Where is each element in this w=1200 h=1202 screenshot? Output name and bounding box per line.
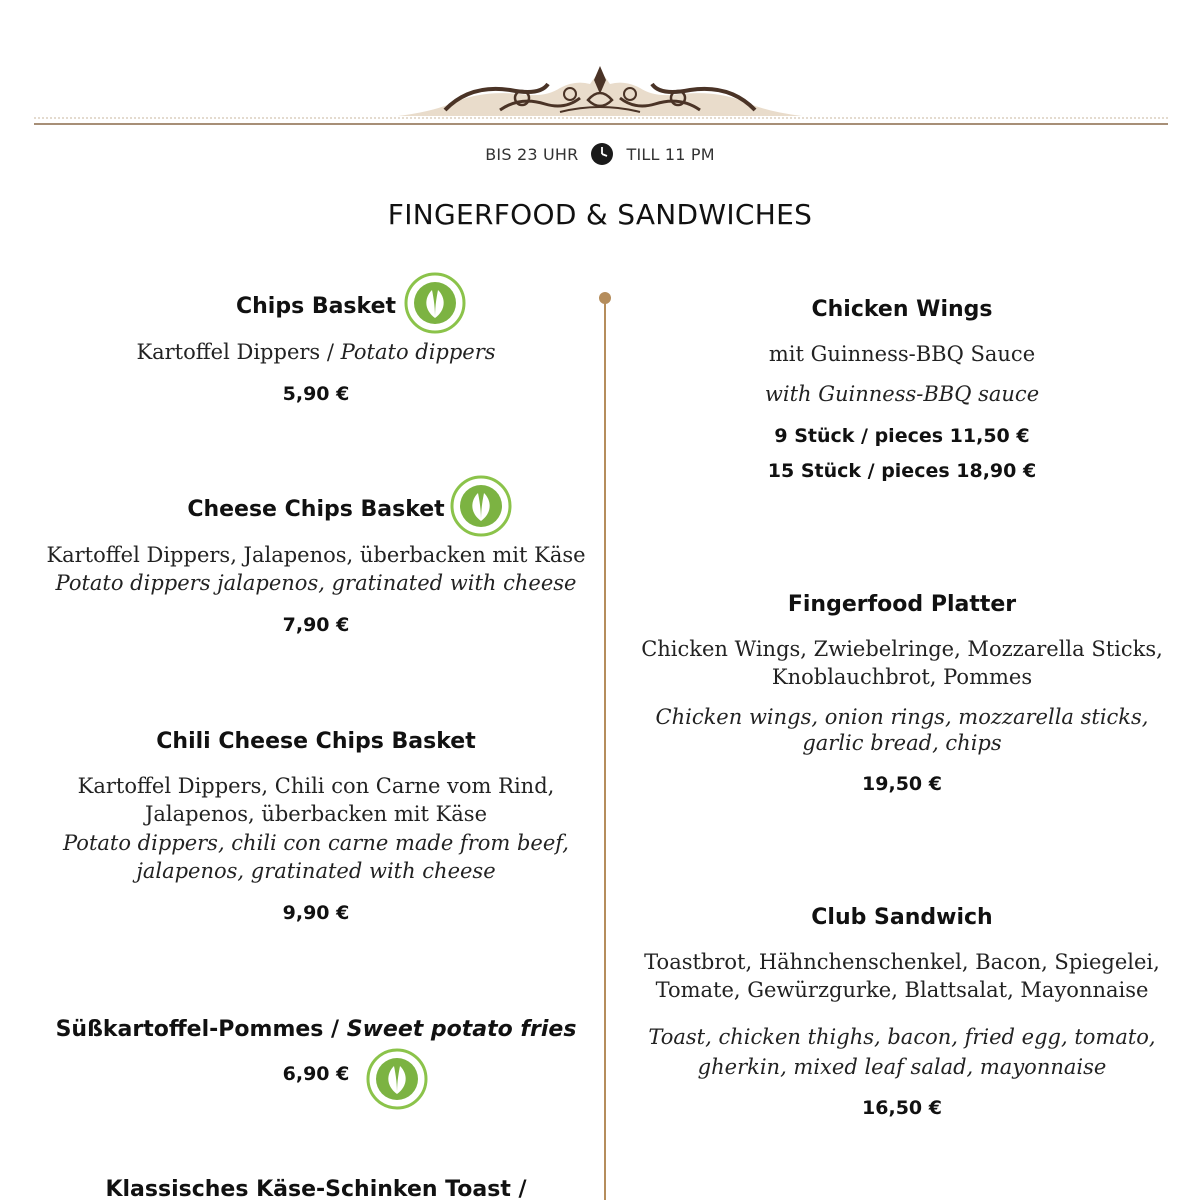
hours-english: TILL 11 PM bbox=[626, 144, 715, 164]
item-price: 6,90 € bbox=[282, 1063, 350, 1085]
item-description-de-line2: Knoblauchbrot, Pommes bbox=[771, 665, 1033, 689]
vegetarian-badge-icon bbox=[366, 1048, 428, 1110]
item-description-en: with Guinness-BBQ sauce bbox=[764, 382, 1040, 406]
item-price: 5,90 € bbox=[282, 383, 350, 405]
item-description-en: Potato dippers jalapenos, gratinated with cheese bbox=[55, 571, 577, 595]
item-name: Klassisches Käse-Schinken Toast / bbox=[105, 1177, 527, 1202]
item-description-de-line1: Chicken Wings, Zwiebelringe, Mozzarella Sticks, bbox=[641, 637, 1163, 661]
menu-column-left bbox=[20, 0, 612, 1200]
item-price-small: 9 Stück / pieces 11,50 € bbox=[774, 425, 1030, 447]
item-description-en-line1: Toast, chicken thighs, bacon, fried egg, tomato, bbox=[648, 1025, 1156, 1049]
item-description-de: mit Guinness-BBQ Sauce bbox=[768, 342, 1036, 366]
item-description-en-line1: Potato dippers, chili con carne made from beef, bbox=[63, 831, 569, 855]
item-name: Fingerfood Platter bbox=[787, 592, 1017, 617]
item-name: Cheese Chips Basket bbox=[187, 497, 445, 522]
item-price: 16,50 € bbox=[862, 1097, 942, 1119]
item-description-en-line2: jalapenos, gratinated with cheese bbox=[136, 859, 496, 883]
item-name: Chicken Wings bbox=[811, 297, 993, 322]
item-description-en-line1: Chicken wings, onion rings, mozzarella sticks, bbox=[655, 705, 1149, 729]
item-name: Chili Cheese Chips Basket bbox=[156, 729, 476, 754]
menu-column-right bbox=[604, 0, 1200, 1200]
item-price: 19,50 € bbox=[862, 773, 942, 795]
hours-german: BIS 23 UHR bbox=[485, 144, 579, 164]
item-description-de-line1: Kartoffel Dippers, Chili con Carne vom Rind, bbox=[77, 774, 555, 798]
item-description-de-line2: Jalapenos, überbacken mit Käse bbox=[144, 802, 487, 826]
item-description-de: Kartoffel Dippers, Jalapenos, überbacken mit Käse bbox=[46, 543, 586, 567]
item-name: Chips Basket bbox=[235, 294, 397, 319]
item-description: Kartoffel Dippers / Potato dippers bbox=[136, 340, 496, 364]
section-title: FINGERFOOD & SANDWICHES bbox=[387, 198, 813, 231]
item-description-en-line2: gherkin, mixed leaf salad, mayonnaise bbox=[697, 1055, 1107, 1079]
item-description-de-line1: Toastbrot, Hähnchenschenkel, Bacon, Spiegelei, bbox=[644, 950, 1160, 974]
item-name: Süßkartoffel-Pommes / Sweet potato fries bbox=[55, 1017, 577, 1042]
vegetarian-badge-icon bbox=[404, 272, 466, 334]
item-price: 9,90 € bbox=[282, 902, 350, 924]
vegetarian-badge-icon bbox=[450, 475, 512, 537]
item-price-large: 15 Stück / pieces 18,90 € bbox=[767, 460, 1037, 482]
item-description-en-line2: garlic bread, chips bbox=[802, 731, 1002, 755]
item-name: Club Sandwich bbox=[811, 905, 993, 930]
item-price: 7,90 € bbox=[282, 614, 350, 636]
item-description-de-line2: Tomate, Gewürzgurke, Blattsalat, Mayonnaise bbox=[655, 978, 1149, 1002]
